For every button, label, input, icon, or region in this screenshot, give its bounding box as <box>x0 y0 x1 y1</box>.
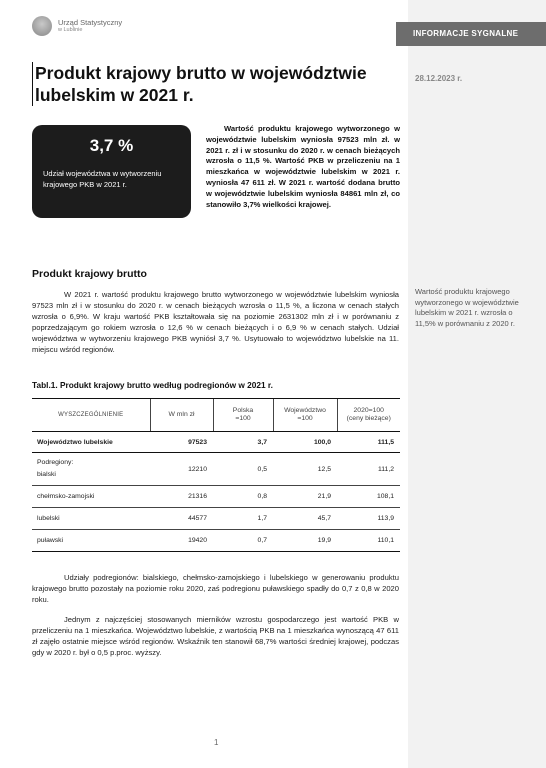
header-poland: Polska =100 <box>213 399 273 432</box>
logo-text <box>58 18 122 34</box>
body-paragraph-2: Udziały podregionów: bialskiego, chełmsko-zamojskiego i lubelskiego w generowaniu produktu krajowego brutto pozostały na poziomie roku 2020, zaś podregionu puławskiego spadły do 0,7 z 0,8 w 2020 roku. <box>32 573 399 604</box>
table-row: puławski 19420 0,7 19,9 110,1 <box>32 530 400 552</box>
logo-emblem-icon <box>32 16 52 36</box>
page-number: 1 <box>214 738 219 747</box>
lead-paragraph: Wartość produktu krajowego wytworzonego w województwie lubelskim wyniosła 97523 mln zł. w 2021 r. zł i w stosunku do 2020 r. w cenach bieżących wzrosła o 11,5 %. Wartość PKB w przeliczeniu na 1 mieszkańca w województwie lubelskim w 2021 r. wyniosła 47 611 zł. W 2021 r. wartość dodana brutto w województwie lubelskim wyniosła 84861 mln zł, co stanowiło 3,7% wielkości krajowej. <box>206 124 400 209</box>
table-title: Tabl.1. Produkt krajowy brutto według podregionów w 2021 r. <box>32 380 273 390</box>
highlight-description: Udział województwa w wytworzeniu krajowego PKB w 2021 r. <box>43 169 162 189</box>
table-row: Podregiony: bialski 12210 0,5 12,5 111,2 <box>32 453 400 486</box>
logo-subtitle: w Lublinie <box>58 27 83 33</box>
sidebar-note: Wartość produktu krajowego wytworzonego w województwie lubelskim w 2021 r. wzrosła o 11,5% w porównaniu z 2020 r. <box>415 287 519 328</box>
table-row: chełmsko-zamojski 21316 0,8 21,9 108,1 <box>32 486 400 508</box>
header-voivodeship: Województwo =100 <box>273 399 337 432</box>
highlight-value: 3,7 % <box>89 136 134 155</box>
header-mln: W mln zł <box>150 399 213 432</box>
body-paragraph-1: W 2021 r. wartość produktu krajowego brutto wytworzonego w województwie lubelskim wyniosła 97523 mln zł i w stosunku do 2020 r. w cenach bieżących wzrosła o 11,5 %, a liczona w cenach stałych wzrosła o 6,9%. W kraju wartość PKB kształtowała się na poziomie 2631302 mln zł i w porównaniu z poprzedzającym go rokiem wzrosła o 12,6 % w cenach bieżących i o 6,9 % w cenach stałych. Udział województwa w wytworzeniu krajowego PKB wyniósł 3,7 %. Usytuowało to województwo lubelskie na 11. miejscu wśród regionów. <box>32 290 399 354</box>
logo <box>32 16 122 36</box>
body-paragraph-3: Jednym z najczęściej stosowanych mierników wzrostu gospodarczego jest wartość PKB w przeliczeniu na 1 mieszkańca. Województwo lubelskie, z wartością PKB na 1 mieszkańca wynoszącą 47 611 zł zajęło ostatnie miejsce wśród regionów. Wskaźnik ten stanowił 68,7% wartości średniej krajowej, podczas gdy w 2020 r. był o 0,5 p.proc. wyższy. <box>32 615 399 657</box>
section-title: Produkt krajowy brutto <box>32 268 147 280</box>
highlight-box <box>32 125 191 218</box>
table-header-row <box>32 399 400 432</box>
document-title: Produkt krajowy brutto w województwie lubelskim w 2021 r. <box>32 62 397 106</box>
header-2020: 2020=100 (ceny bieżące) <box>337 399 400 432</box>
table-row-total: Województwo lubelskie 97523 3,7 100,0 111,5 <box>32 432 400 453</box>
publication-date: 28.12.2023 r. <box>415 74 463 83</box>
category-band: INFORMACJE SYGNALNE <box>396 22 546 46</box>
table-row: lubelski 44577 1,7 45,7 113,9 <box>32 508 400 530</box>
logo-name: Urząd Statystyczny <box>58 18 123 27</box>
gdp-table <box>32 398 400 552</box>
subregions-label: Podregiony: <box>37 459 74 466</box>
header-description: WYSZCZEGÓLNIENIE <box>32 399 150 432</box>
right-sidebar <box>408 0 546 768</box>
